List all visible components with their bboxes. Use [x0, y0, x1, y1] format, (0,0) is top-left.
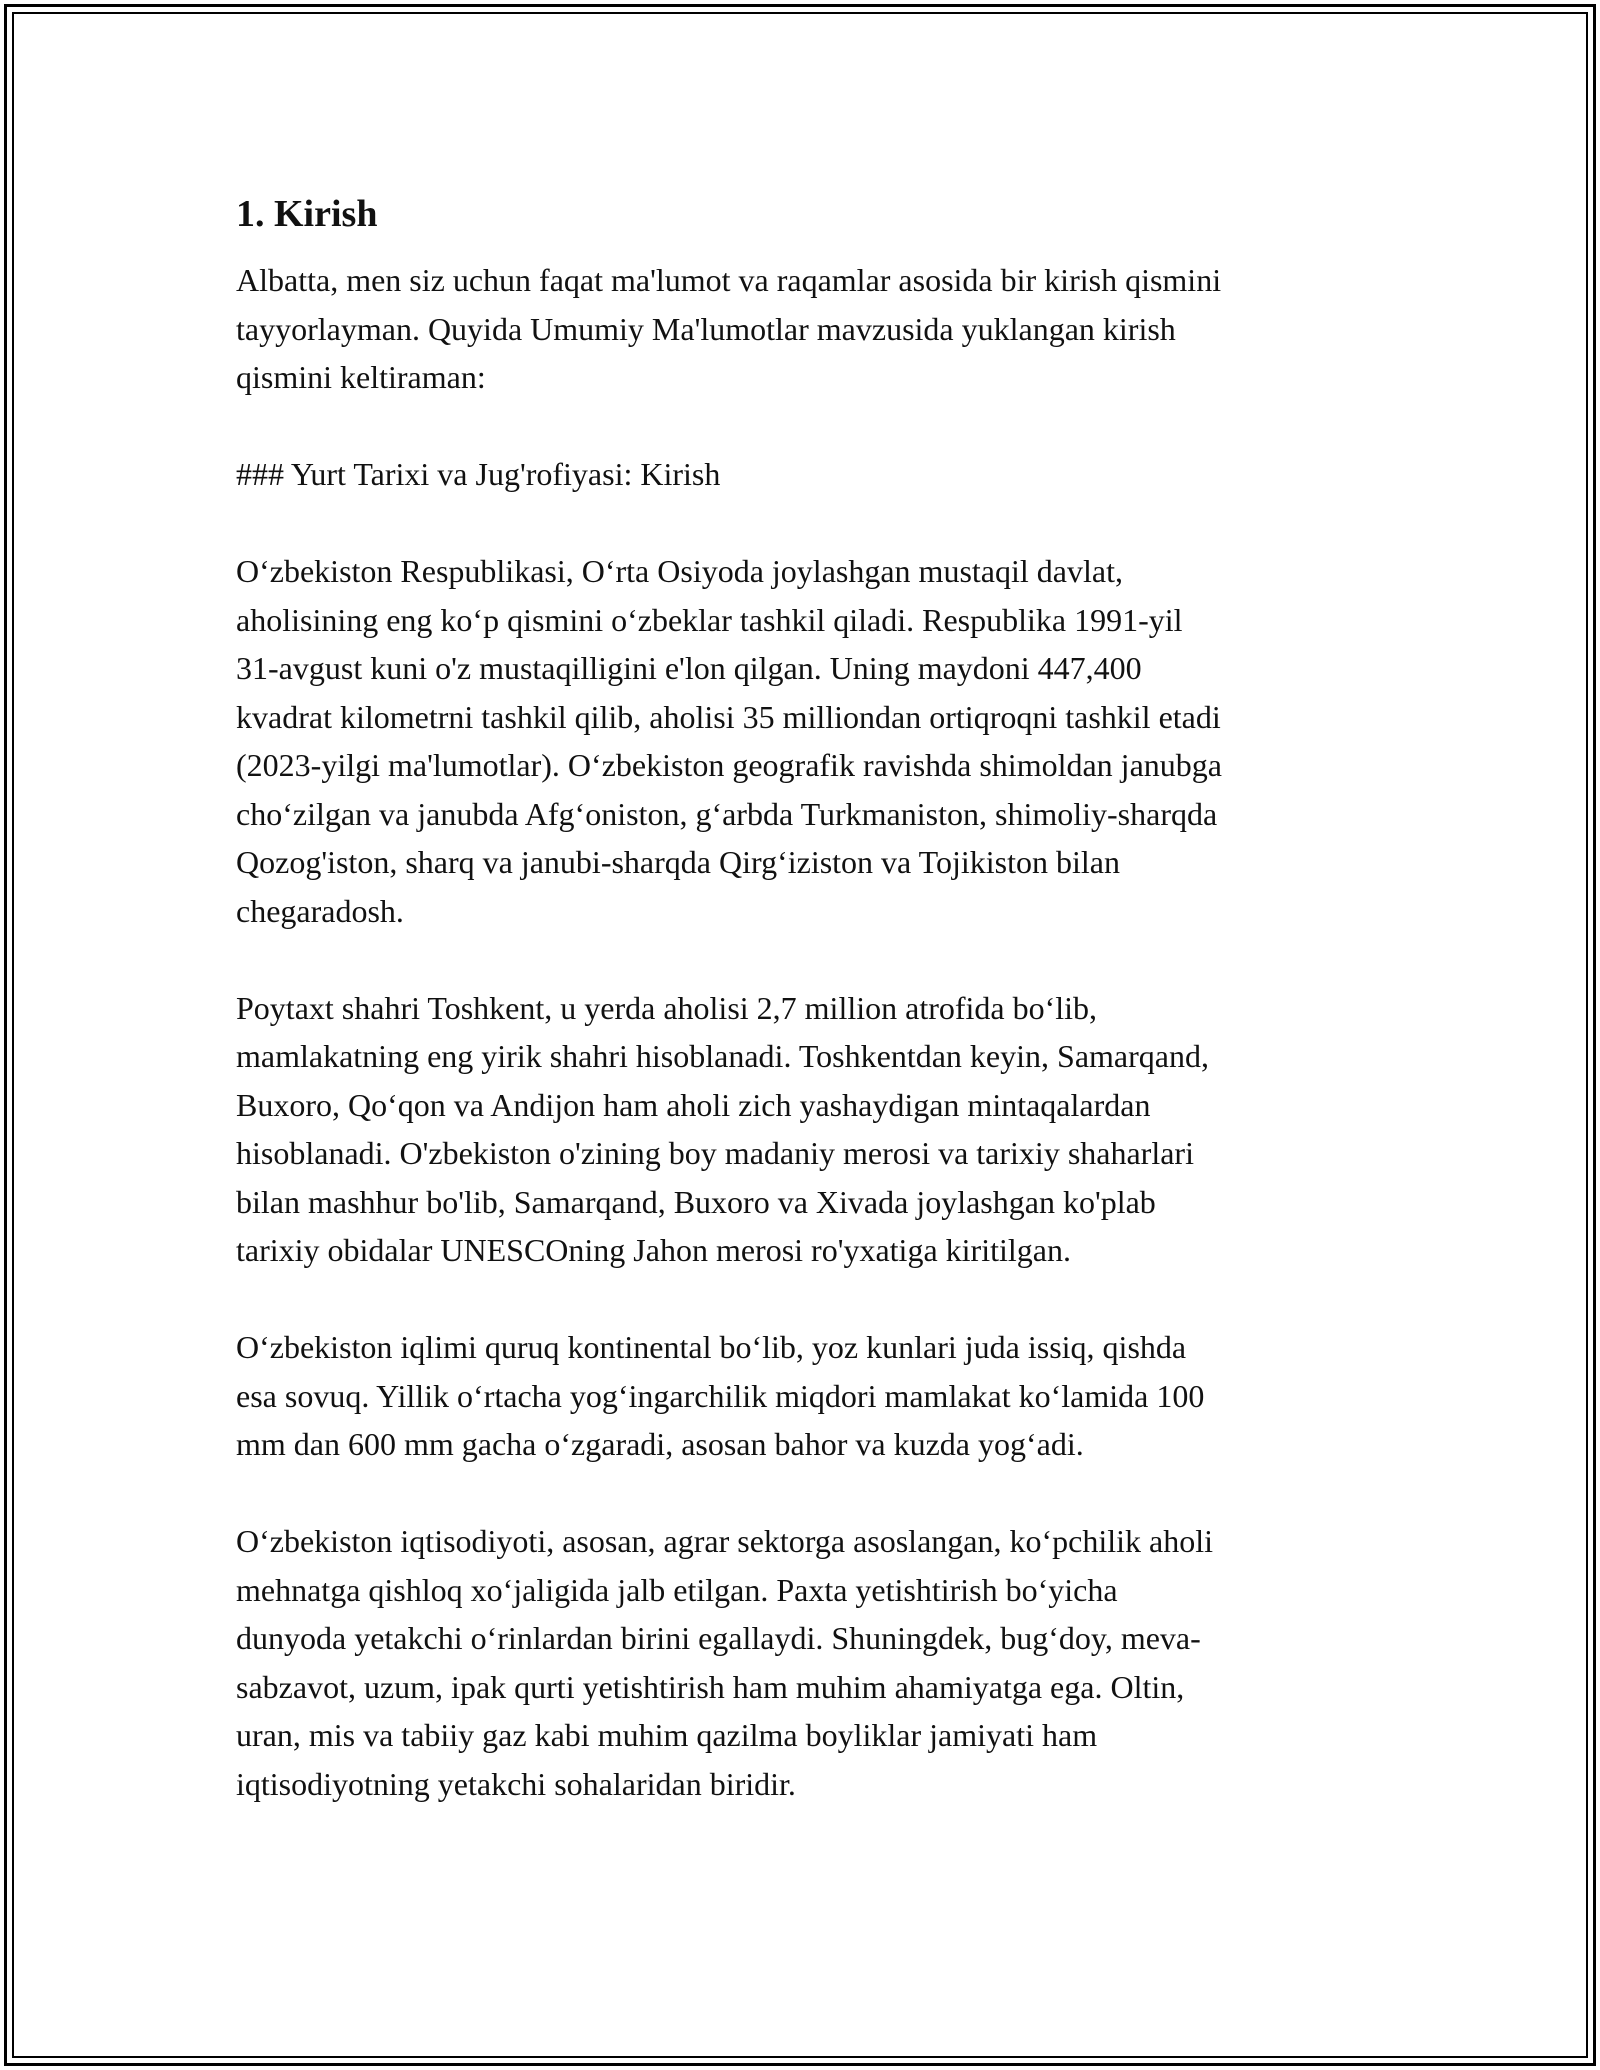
subheading-line: ### Yurt Tarixi va Jug'rofiyasi: Kirish	[236, 456, 721, 492]
document-body	[236, 186, 1372, 1857]
paragraph-capital: Poytaxt shahri Toshkent, u yerda aholisi 2,7 million atrofida bo‘lib, mamlakatning eng yirik shahri hisoblanadi. Toshkentdan keyin, Samarqand, Buxoro, Qo‘qon va Andijon ham aholi zich yashaydigan mintaqalardan hisoblanadi. O'zbekiston o'zining boy madaniy merosi va tarixiy shaharlari bilan mashhur bo'lib, Samarqand, Buxoro va Xivada joylashgan ko'plab tarixiy obidalar UNESCOning Jahon merosi ro'yxatiga kiritilgan.	[236, 989, 1209, 1268]
section-heading: 1. Kirish	[236, 193, 378, 235]
intro-paragraph: Albatta, men siz uchun faqat ma'lumot va raqamlar asosida bir kirish qismini tayyorlayman. Quyida Umumiy Ma'lumotlar mavzusida yuklangan kirish qismini keltiraman:	[236, 262, 1222, 395]
paragraph-economy: O‘zbekiston iqtisodiyoti, asosan, agrar sektorga asoslangan, ko‘pchilik aholi mehnatga qishloq xo‘jaligida jalb etilgan. Paxta yetishtirish bo‘yicha dunyoda yetakchi o‘rinlardan birini egallaydi. Shuningdek, bug‘doy, meva- sabzavot, uzum, ipak qurti yetishtirish ham muhim ahamiyatga ega. Oltin, uran, mis va tabiiy gaz kabi muhim qazilma boyliklar jamiyati ham iqtisodiyotning yetakchi sohalaridan biridir.	[236, 1523, 1213, 1802]
paragraph-overview: O‘zbekiston Respublikasi, O‘rta Osiyoda joylashgan mustaqil davlat, aholisining eng ko‘p qismini o‘zbeklar tashkil qiladi. Respublika 1991-yil 31-avgust kuni o'z mustaqilligini e'lon qilgan. Uning maydoni 447,400 kvadrat kilometrni tashkil qilib, aholisi 35 milliondan ortiqroqni tashkil etadi (2023-yilgi ma'lumotlar). O‘zbekiston geografik ravishda shimoldan janubga cho‘zilgan va janubda Afg‘oniston, g‘arbda Turkmaniston, shimoliy-sharqda Qozog'iston, sharq va janubi-sharqda Qirg‘iziston va Tojikiston bilan chegaradosh.	[236, 553, 1222, 929]
paragraph-climate: O‘zbekiston iqlimi quruq kontinental bo‘lib, yoz kunlari juda issiq, qishda esa sovuq. Yillik o‘rtacha yog‘ingarchilik miqdori mamlakat ko‘lamida 100 mm dan 600 mm gacha o‘zgaradi, asosan bahor va kuzda yog‘adi.	[236, 1329, 1205, 1462]
